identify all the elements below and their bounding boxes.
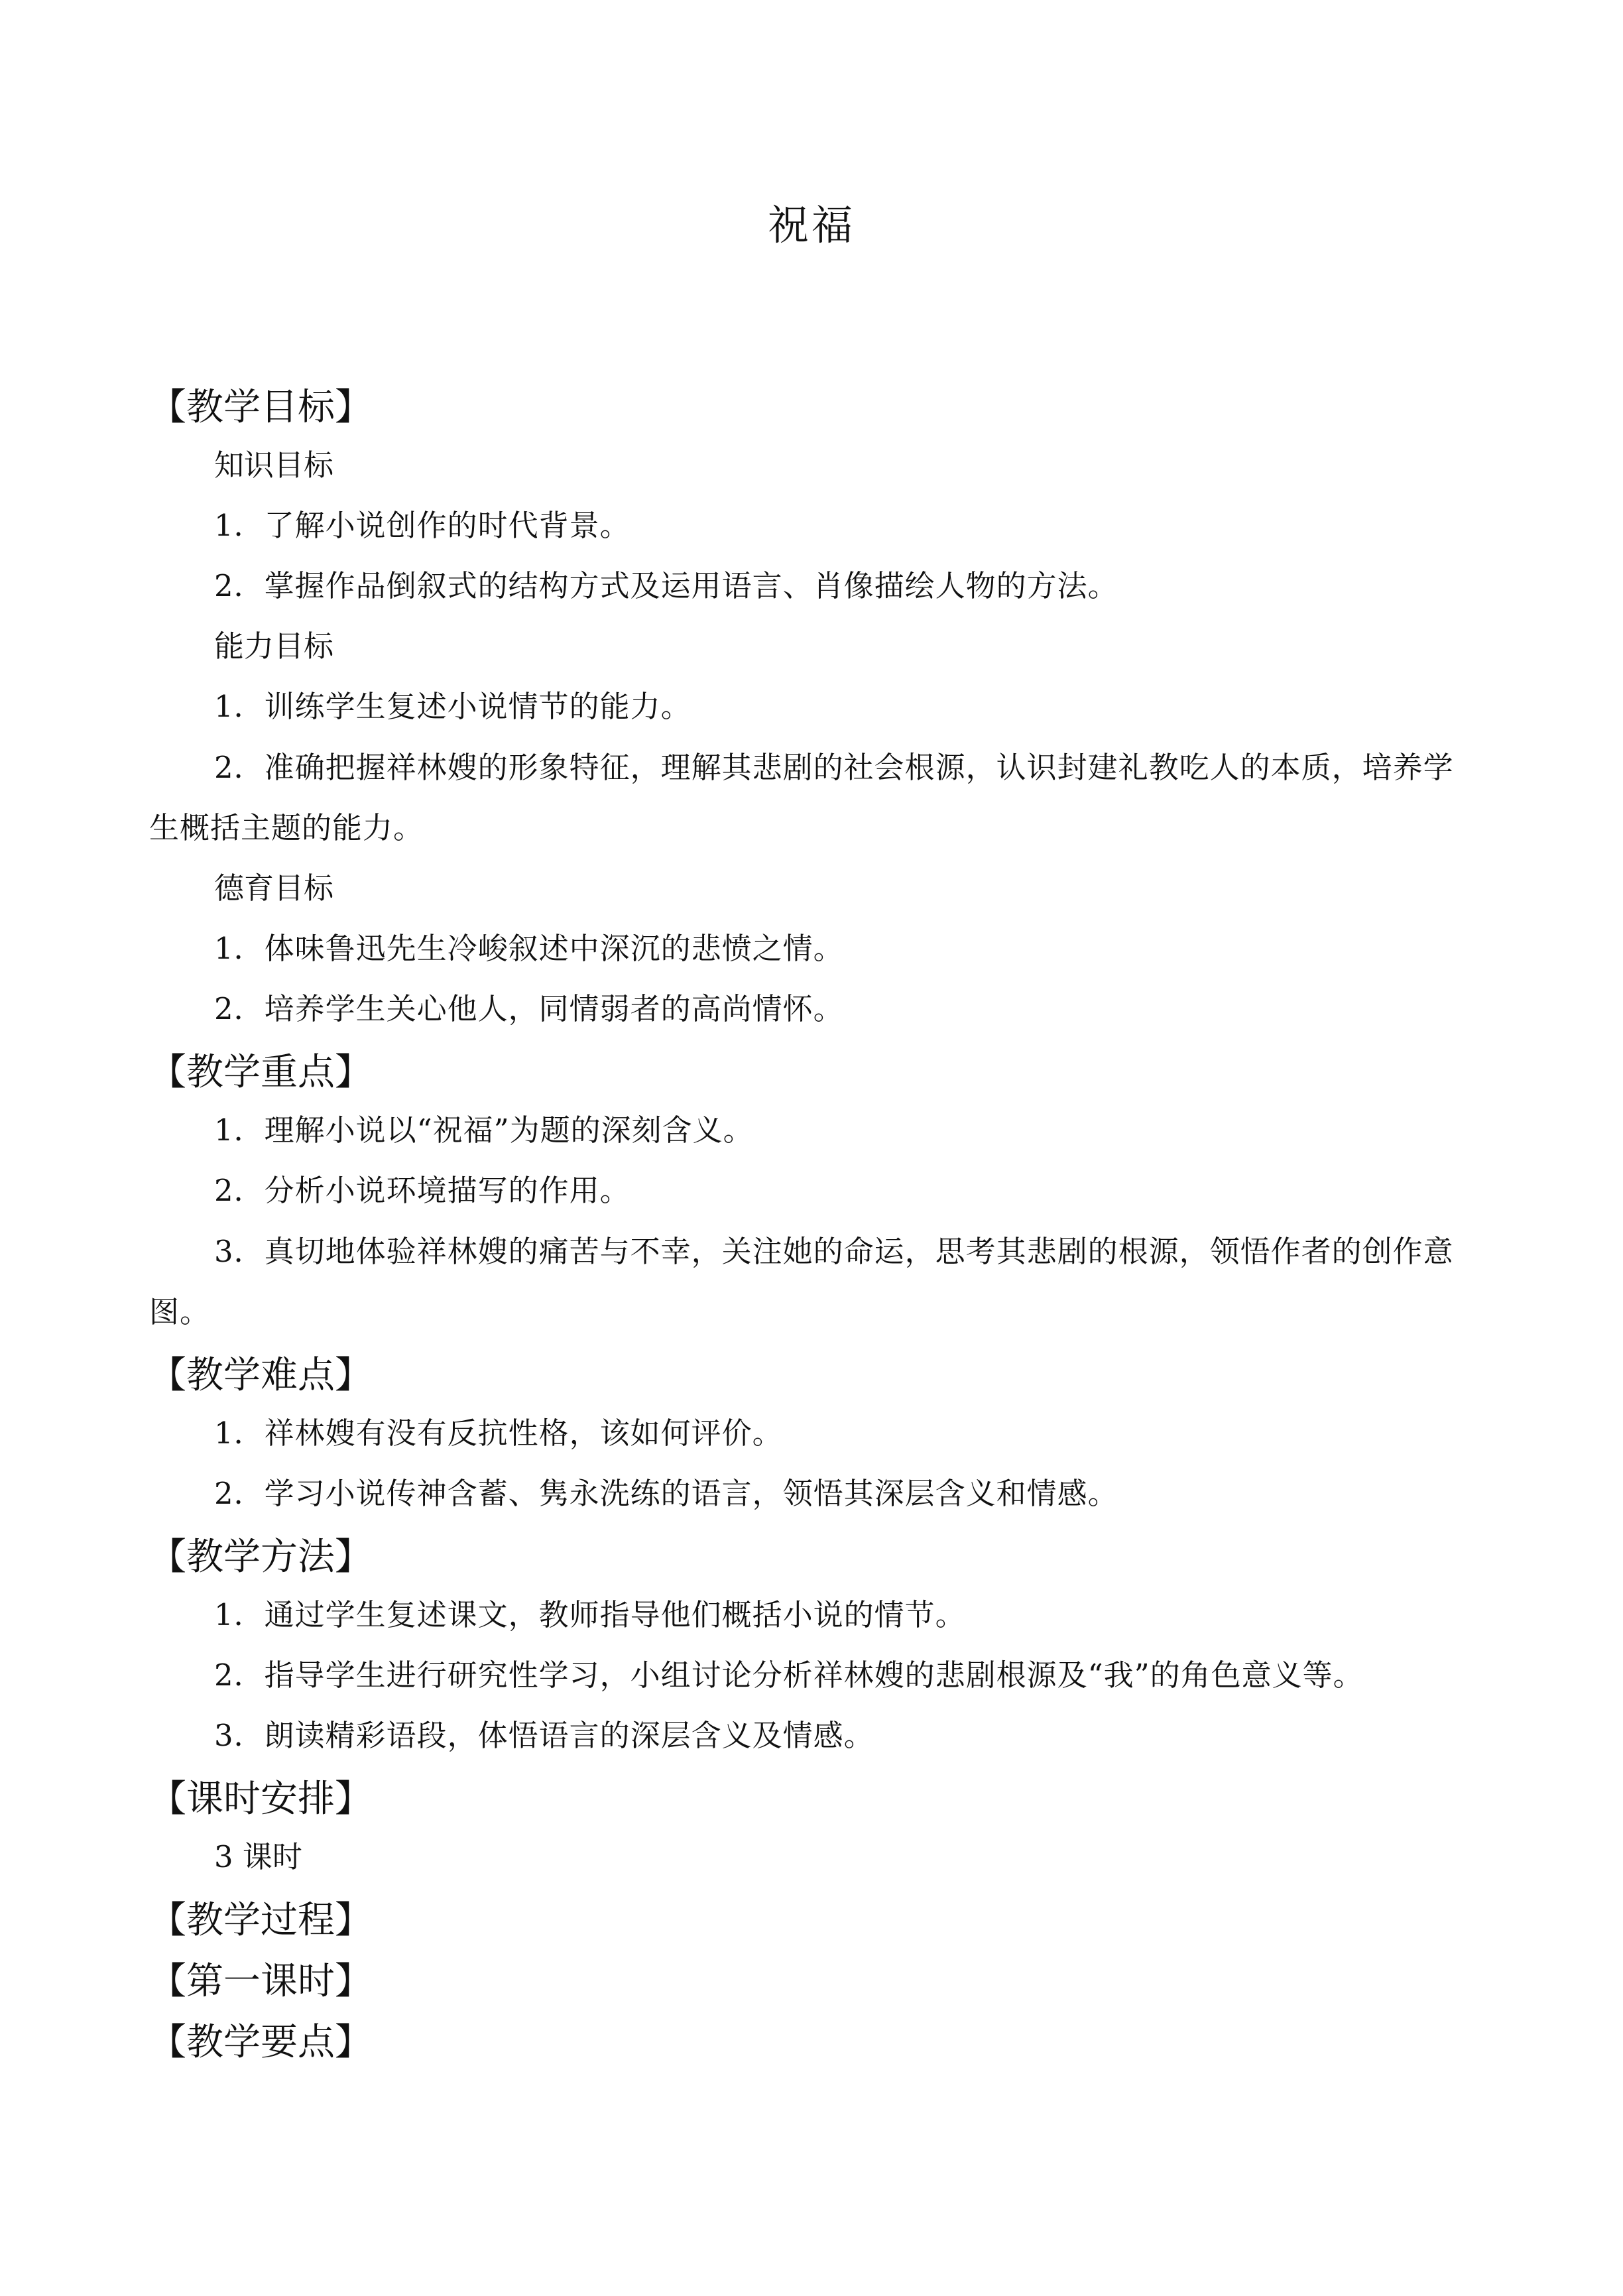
- section-heading-schedule: 【课时安排】: [149, 1778, 372, 1821]
- moral-objectives-label: 德育目标: [214, 871, 334, 906]
- moral-item-2: 2．培养学生关心他人，同情弱者的高尚情怀。: [214, 991, 844, 1026]
- method-item-1: 1．通过学生复述课文，教师指导他们概括小说的情节。: [214, 1597, 966, 1632]
- section-heading-methods: 【教学方法】: [149, 1536, 372, 1579]
- method-item-2: 2．指导学生进行研究性学习，小组讨论分析祥林嫂的悲剧根源及“我”的角色意义等。: [214, 1658, 1364, 1693]
- section-heading-difficulties: 【教学难点】: [149, 1354, 372, 1397]
- document-body: [149, 385, 1482, 2081]
- key-point-item-3: 3．真切地体验祥林嫂的痛苦与不幸，关注她的命运，思考其悲剧的根源，领悟作者的创作意图。: [149, 1234, 1454, 1329]
- ability-objectives-label: 能力目标: [214, 629, 334, 664]
- page-title: 祝福: [767, 201, 855, 249]
- knowledge-item-2: 2．掌握作品倒叙式的结构方式及运用语言、肖像描绘人物的方法。: [214, 568, 1118, 603]
- section-heading-first-lesson: 【第一课时】: [149, 1960, 372, 2003]
- ability-item-1: 1．训练学生复述小说情节的能力。: [214, 689, 691, 724]
- section-heading-process: 【教学过程】: [149, 1899, 372, 1942]
- section-heading-lesson-points: 【教学要点】: [149, 2021, 372, 2064]
- difficulty-item-2: 2．学习小说传神含蓄、隽永洗练的语言，领悟其深层含义和情感。: [214, 1476, 1118, 1511]
- difficulty-item-1: 1．祥林嫂有没有反抗性格，该如何评价。: [214, 1416, 783, 1451]
- section-heading-objectives: 【教学目标】: [149, 386, 372, 429]
- key-point-item-1: 1．理解小说以“祝福”为题的深刻含义。: [214, 1113, 754, 1148]
- schedule-text: 3 课时: [214, 1839, 302, 1874]
- knowledge-item-1: 1．了解小说创作的时代背景。: [214, 508, 631, 543]
- ability-item-2: 2．准确把握祥林嫂的形象特征，理解其悲剧的社会根源，认识封建礼教吃人的本质，培养学生概括主题的能力。: [149, 750, 1454, 845]
- moral-item-1: 1．体味鲁迅先生冷峻叙述中深沉的悲愤之情。: [214, 931, 844, 966]
- method-item-3: 3．朗读精彩语段，体悟语言的深层含义及情感。: [214, 1718, 874, 1753]
- knowledge-objectives-label: 知识目标: [214, 448, 334, 483]
- section-heading-key-points: 【教学重点】: [149, 1051, 372, 1094]
- key-point-item-2: 2．分析小说环境描写的作用。: [214, 1173, 631, 1208]
